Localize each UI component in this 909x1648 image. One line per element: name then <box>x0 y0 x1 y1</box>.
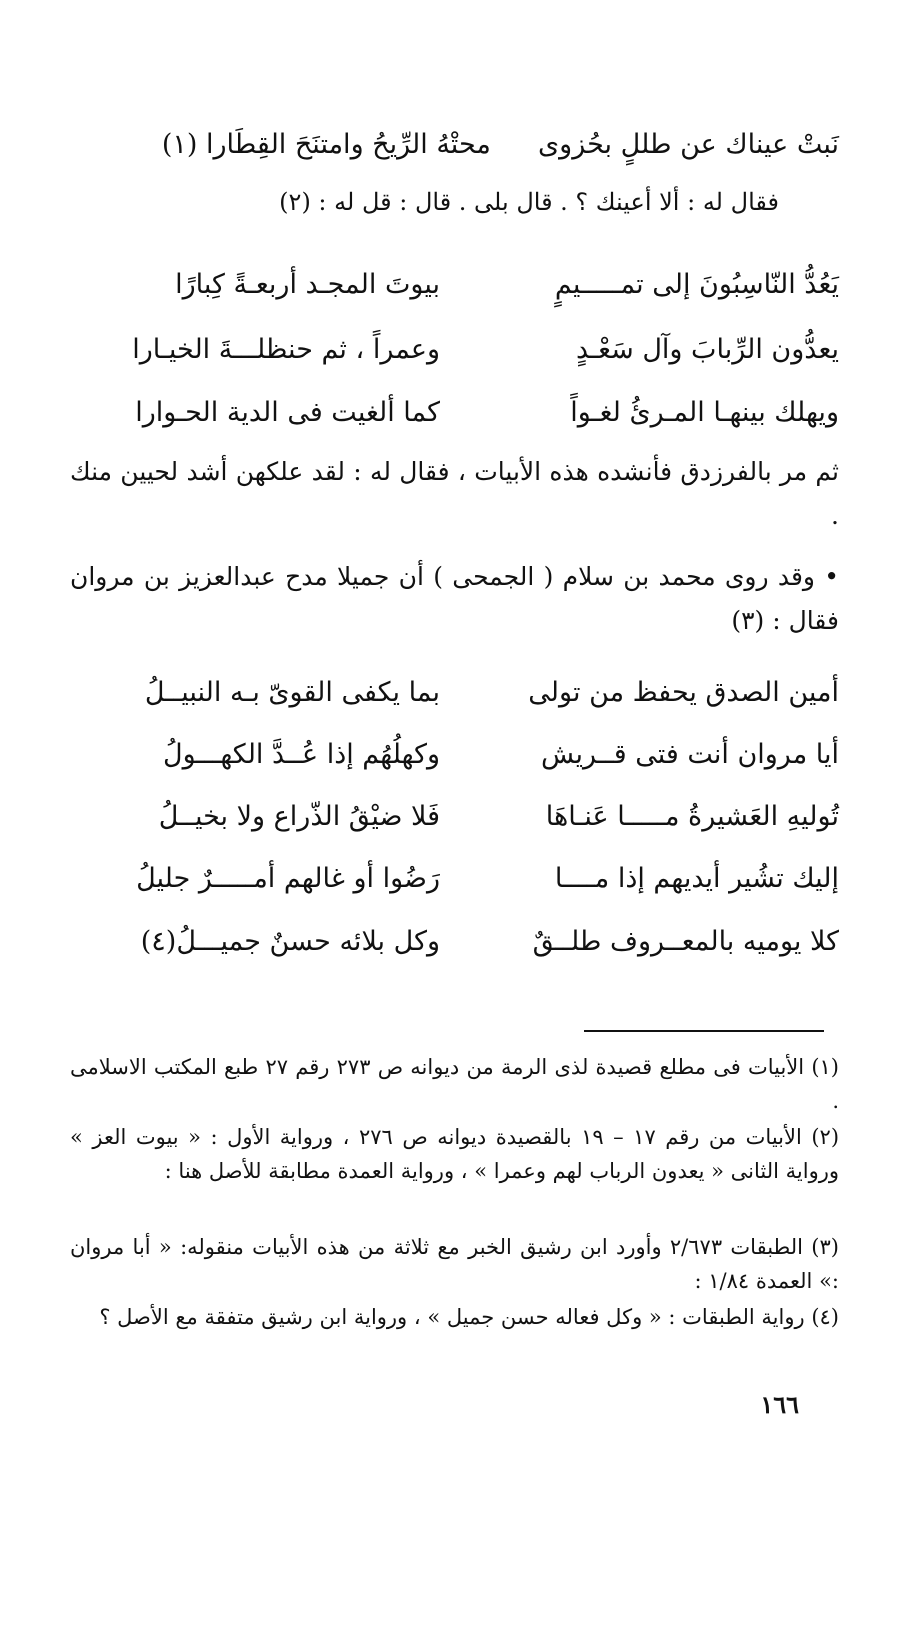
footnote-text: (٣) الطبقات ٢/٦٧٣ وأورد ابن رشيق الخبر مع ثلاثة من هذه الأبيات منقوله: « أبا مروان :» العمدة ١/٨٤ : <box>70 1235 839 1293</box>
footnote-separator <box>584 1030 824 1032</box>
verse-line <box>70 735 839 775</box>
verse-hemistich-right: أيا مروان أنت فتى قــريش <box>541 739 839 770</box>
footnote-4 <box>70 1300 839 1334</box>
verse-line <box>70 393 839 433</box>
verse-hemistich-left: وكهلُهُم إذا عُــدَّ الكهـــولُ <box>163 739 440 770</box>
verse-line <box>70 859 839 899</box>
verse-hemistich-left: فَلا ضيْقُ الذّراع ولا بخيــلُ <box>158 801 440 832</box>
page-number: ١٦٦ <box>760 1390 799 1419</box>
verse-line <box>70 797 839 837</box>
prose-paragraph-text: ثم مر بالفرزدق فأنشده هذه الأبيات ، فقال له : لقد علكهن أشد لحيين منك . <box>70 457 839 530</box>
verse-hemistich-left: بما يكفى القوىّ بـه النبيــلُ <box>144 677 440 708</box>
footnote-1 <box>70 1050 839 1118</box>
verse-hemistich-right: تُوليهِ العَشيرةُ مـــــا عَنـاهَا <box>545 801 839 832</box>
footnote-text: (٢) الأبيات من رقم ١٧ – ١٩ بالقصيدة ديوانه ص ٢٧٦ ، ورواية الأول : « بيوت العز » ورواية الثانى « يعدون الرباب لهم وعمرا » ، ورواية العمدة مطابقة للأصل هنا : <box>70 1125 840 1183</box>
verse-hemistich-left: وعمراً ، ثم حنظلـــةَ الخيـارا <box>132 334 440 365</box>
footnote-2 <box>70 1120 839 1188</box>
verse-line <box>70 265 839 305</box>
verse-hemistich-left: رَضُوا أو غالهم أمـــــرٌ جليلُ <box>136 863 440 894</box>
verse-hemistich-right: ويهلك بينهـا المـرئُ لغـواً <box>570 397 839 428</box>
verse-hemistich-left: وكل بلائه حسنٌ جميـــلُ(٤) <box>140 926 440 957</box>
intro-line <box>70 185 779 219</box>
verse-hemistich-right: أمين الصدق يحفظ من تولى <box>528 677 839 708</box>
verse-line <box>70 922 839 962</box>
verse-hemistich-right: كلا يوميه بالمعــروف طلــقٌ <box>532 926 839 957</box>
opening-verse-hemistich-2: محتْهُ الرِّيحُ وامتنَحَ القِطَارا (١) <box>161 129 491 160</box>
opening-verse <box>70 128 839 162</box>
footnote-text: (٤) رواية الطبقات : « وكل فعاله حسن جميل » ، ورواية ابن رشيق متفقة مع الأصل ؟ <box>99 1305 839 1329</box>
verse-line <box>70 330 839 370</box>
verse-hemistich-right: يعدُّون الرِّبابَ وآل سَعْـدٍ <box>576 334 839 365</box>
prose-paragraph-text: • وقد روى محمد بن سلام ( الجمحى ) أن جميلا مدح عبدالعزيز بن مروان فقال : (٣) <box>70 562 839 635</box>
verse-hemistich-left: بيوتَ المجـد أربعـةً كِبارًا <box>175 269 440 300</box>
footnote-text: (١) الأبيات فى مطلع قصيدة لذى الرمة من ديوانه ص ٢٧٣ رقم ٢٧ طبع المكتب الاسلامى . <box>70 1055 839 1113</box>
verse-hemistich-right: يَعُدُّ النّاسِبُونَ إلى تمـــــيمٍ <box>554 269 839 300</box>
prose-paragraph <box>70 450 839 538</box>
footnote-3 <box>70 1230 839 1298</box>
prose-paragraph <box>70 555 839 643</box>
verse-hemistich-right: إليك تشُير أيديهم إذا مــــا <box>554 863 839 894</box>
verse-line <box>70 673 839 713</box>
intro-line-text: فقال له : ألا أعينك ؟ . قال بلى . قال : قل له : (٢) <box>279 188 779 216</box>
verse-hemistich-left: كما ألغيت فى الدية الحـوارا <box>135 397 440 428</box>
opening-verse-hemistich-1: نَبتْ عيناك عن طللٍ بحُزوى <box>538 129 839 160</box>
